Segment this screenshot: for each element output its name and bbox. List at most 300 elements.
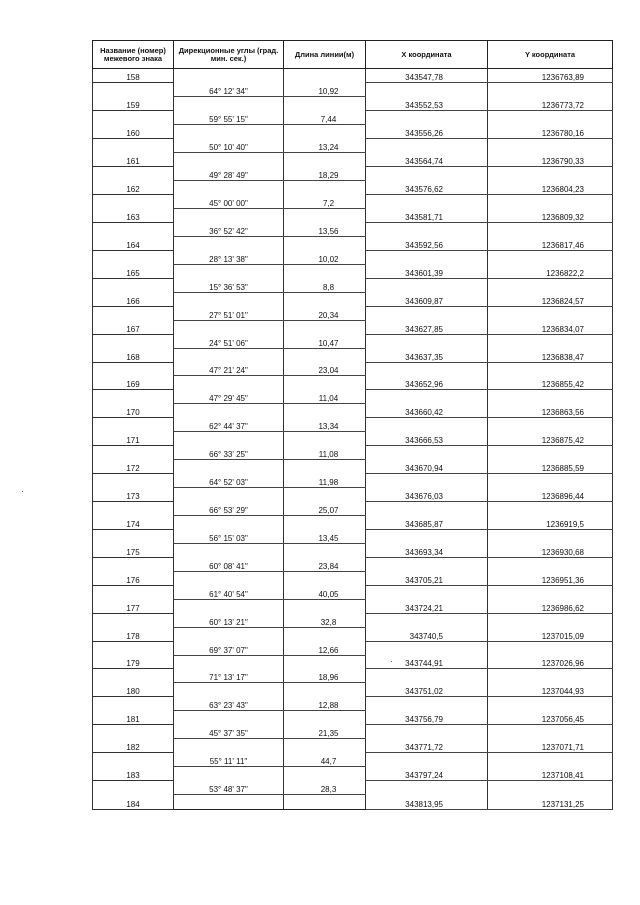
direction-cell-value: 49° 28' 49" [209, 171, 248, 181]
y-coordinate-cell [488, 362, 613, 376]
x-coordinate-cell [366, 585, 488, 599]
table-row [93, 334, 613, 348]
length-cell [284, 181, 366, 195]
length-cell-value: 10,92 [318, 87, 339, 97]
length-cell-value: 18,96 [318, 673, 339, 683]
point-name-cell [93, 264, 174, 278]
length-cell [284, 683, 366, 697]
direction-cell [174, 502, 284, 516]
direction-cell [174, 125, 284, 139]
direction-cell [174, 795, 284, 809]
x-coordinate-cell [366, 683, 488, 697]
x-coordinate-cell [366, 418, 488, 432]
header-point-name: Название (номер) межевого знака [93, 41, 174, 69]
direction-cell [174, 753, 284, 767]
point-name-cell-value: 161 [126, 157, 140, 167]
y-coordinate-cell-value: 1236919,5 [546, 519, 584, 529]
x-coordinate-cell-value: 343666,53 [405, 436, 443, 446]
x-coordinate-cell-value: 343652,96 [405, 380, 443, 390]
point-name-cell [93, 683, 174, 697]
y-coordinate-cell [488, 195, 613, 209]
point-name-cell [93, 627, 174, 641]
length-cell [284, 529, 366, 543]
y-coordinate-cell-value: 1237056,45 [541, 715, 584, 725]
table-row [93, 529, 613, 543]
direction-cell [174, 404, 284, 418]
direction-cell-value: 64° 52' 03" [209, 478, 248, 488]
direction-cell [174, 516, 284, 530]
direction-cell-value: 63° 23' 43" [209, 701, 248, 711]
direction-cell [174, 543, 284, 557]
direction-cell [174, 292, 284, 306]
table-row [93, 83, 613, 97]
y-coordinate-cell [488, 767, 613, 781]
direction-cell-value: 64° 12' 34" [209, 87, 248, 97]
table-row [93, 320, 613, 334]
x-coordinate-cell [366, 167, 488, 181]
point-name-cell [93, 795, 174, 809]
direction-cell [174, 362, 284, 376]
y-coordinate-cell [488, 97, 613, 111]
table-row [93, 460, 613, 474]
y-coordinate-cell [488, 334, 613, 348]
x-coordinate-cell-value: 343771,72 [405, 743, 443, 753]
table-row [93, 376, 613, 390]
point-name-cell [93, 474, 174, 488]
x-coordinate-cell-value: 343813,95 [405, 799, 443, 809]
x-coordinate-cell-value: 343564,74 [405, 157, 443, 167]
direction-cell [174, 376, 284, 390]
point-name-cell [93, 585, 174, 599]
x-coordinate-cell [366, 390, 488, 404]
direction-cell [174, 306, 284, 320]
direction-cell-value: 36° 52' 42" [209, 226, 248, 236]
x-coordinate-cell-value: 343547,78 [405, 73, 443, 83]
table-row [93, 613, 613, 627]
direction-cell-value: 60° 08' 41" [209, 561, 248, 571]
table-row [93, 167, 613, 181]
length-cell [284, 655, 366, 669]
table-row [93, 195, 613, 209]
point-name-cell-value: 165 [126, 268, 140, 278]
table-row [93, 418, 613, 432]
table-row [93, 557, 613, 571]
table-row [93, 362, 613, 376]
y-coordinate-cell [488, 376, 613, 390]
length-cell [284, 571, 366, 585]
y-coordinate-cell [488, 781, 613, 795]
y-coordinate-cell [488, 543, 613, 557]
y-coordinate-cell [488, 474, 613, 488]
y-coordinate-cell-value: 1236790,33 [541, 157, 584, 167]
direction-cell-value: 15° 36' 53" [209, 282, 248, 292]
table-row [93, 641, 613, 655]
direction-cell-value: 53° 48' 37" [209, 785, 248, 795]
y-coordinate-cell-value: 1236930,68 [541, 547, 584, 557]
length-cell-value: 10,02 [318, 254, 339, 264]
length-cell [284, 460, 366, 474]
x-coordinate-cell [366, 697, 488, 711]
y-coordinate-cell [488, 236, 613, 250]
table-row [93, 502, 613, 516]
point-name-cell-value: 177 [126, 603, 140, 613]
y-coordinate-cell [488, 111, 613, 125]
point-name-cell-value: 166 [126, 296, 140, 306]
table-row [93, 669, 613, 683]
direction-cell-value: 71° 13' 17" [209, 673, 248, 683]
table-row [93, 599, 613, 613]
length-cell [284, 320, 366, 334]
y-coordinate-cell [488, 432, 613, 446]
point-name-cell [93, 446, 174, 460]
x-coordinate-cell-value: 343705,21 [405, 575, 443, 585]
length-cell-value: 23,04 [318, 366, 339, 376]
point-name-cell [93, 753, 174, 767]
length-cell-value: 13,56 [318, 226, 339, 236]
x-coordinate-cell [366, 488, 488, 502]
table-row [93, 69, 613, 83]
direction-cell [174, 488, 284, 502]
direction-cell-value: 24° 51' 06" [209, 338, 248, 348]
direction-cell [174, 334, 284, 348]
length-cell [284, 432, 366, 446]
x-coordinate-cell [366, 767, 488, 781]
x-coordinate-cell [366, 753, 488, 767]
point-name-cell-value: 168 [126, 352, 140, 362]
y-coordinate-cell [488, 125, 613, 139]
y-coordinate-cell-value: 1236773,72 [541, 101, 584, 111]
length-cell [284, 641, 366, 655]
y-coordinate-cell-value: 1236809,32 [541, 212, 584, 222]
direction-cell [174, 571, 284, 585]
length-cell-value: 11,04 [318, 394, 339, 404]
length-cell-value: 20,34 [318, 310, 339, 320]
y-coordinate-cell-value: 1237026,96 [541, 659, 584, 669]
length-cell [284, 725, 366, 739]
point-name-cell-value: 163 [126, 212, 140, 222]
y-coordinate-cell [488, 697, 613, 711]
y-coordinate-cell [488, 250, 613, 264]
y-coordinate-cell-value: 1236817,46 [541, 240, 584, 250]
y-coordinate-cell [488, 83, 613, 97]
point-name-cell [93, 97, 174, 111]
point-name-cell [93, 613, 174, 627]
direction-cell [174, 348, 284, 362]
table-row [93, 739, 613, 753]
x-coordinate-cell-value: 343592,56 [405, 240, 443, 250]
y-coordinate-cell [488, 139, 613, 153]
length-cell [284, 236, 366, 250]
length-cell [284, 334, 366, 348]
length-cell-value: 40,05 [318, 589, 339, 599]
table-row [93, 125, 613, 139]
point-name-cell-value: 160 [126, 129, 140, 139]
y-coordinate-cell-value: 1237015,09 [541, 631, 584, 641]
length-cell-value: 44,7 [320, 757, 337, 767]
x-coordinate-cell [366, 236, 488, 250]
direction-cell-value: 47° 21' 24" [209, 366, 248, 376]
point-name-cell-value: 182 [126, 743, 140, 753]
direction-cell-value: 27° 51' 01" [209, 310, 248, 320]
x-coordinate-cell [366, 334, 488, 348]
table-row [93, 725, 613, 739]
direction-cell-value: 61° 40' 54" [209, 589, 248, 599]
direction-cell [174, 69, 284, 83]
length-cell [284, 781, 366, 795]
x-coordinate-cell [366, 362, 488, 376]
direction-cell [174, 781, 284, 795]
point-name-cell [93, 502, 174, 516]
y-coordinate-cell [488, 390, 613, 404]
length-cell [284, 613, 366, 627]
y-coordinate-cell [488, 683, 613, 697]
x-coordinate-cell [366, 250, 488, 264]
table-row [93, 222, 613, 236]
length-cell-value: 10,47 [318, 338, 339, 348]
x-coordinate-cell [366, 599, 488, 613]
x-coordinate-cell [366, 557, 488, 571]
y-coordinate-cell-value: 1236804,23 [541, 185, 584, 195]
table-header-row [93, 41, 613, 69]
y-coordinate-cell [488, 320, 613, 334]
direction-cell [174, 697, 284, 711]
x-coordinate-cell-value: 343670,94 [405, 464, 443, 474]
length-cell [284, 585, 366, 599]
length-cell [284, 418, 366, 432]
x-coordinate-cell-value: 343637,35 [405, 352, 443, 362]
x-coordinate-cell [366, 292, 488, 306]
length-cell [284, 753, 366, 767]
x-coordinate-cell [366, 139, 488, 153]
direction-cell-value: 62° 44' 37" [209, 422, 248, 432]
point-name-cell-value: 183 [126, 771, 140, 781]
point-name-cell [93, 418, 174, 432]
length-cell [284, 557, 366, 571]
table-row [93, 683, 613, 697]
length-cell [284, 599, 366, 613]
table-row [93, 250, 613, 264]
direction-cell-value: 28° 13' 38" [209, 254, 248, 264]
table-row [93, 516, 613, 530]
point-name-cell-value: 171 [126, 436, 140, 446]
table-body [93, 69, 613, 810]
direction-cell [174, 236, 284, 250]
length-cell-value: 7,44 [320, 115, 337, 125]
x-coordinate-cell [366, 97, 488, 111]
direction-cell [174, 418, 284, 432]
length-cell [284, 222, 366, 236]
point-name-cell [93, 181, 174, 195]
length-cell [284, 543, 366, 557]
x-coordinate-cell [366, 655, 488, 669]
point-name-cell-value: 179 [126, 659, 140, 669]
point-name-cell [93, 557, 174, 571]
length-cell [284, 362, 366, 376]
direction-cell [174, 669, 284, 683]
y-coordinate-cell-value: 1236951,36 [541, 575, 584, 585]
direction-cell [174, 599, 284, 613]
table-row [93, 781, 613, 795]
direction-cell [174, 474, 284, 488]
direction-cell [174, 320, 284, 334]
x-coordinate-cell [366, 125, 488, 139]
length-cell [284, 390, 366, 404]
direction-cell [174, 195, 284, 209]
y-coordinate-cell-value: 1237071,71 [541, 743, 584, 753]
point-name-cell-value: 170 [126, 408, 140, 418]
table-row [93, 390, 613, 404]
x-coordinate-cell-value: 343685,87 [405, 519, 443, 529]
table-row [93, 278, 613, 292]
point-name-cell [93, 767, 174, 781]
x-coordinate-cell [366, 781, 488, 795]
direction-cell [174, 209, 284, 223]
table-row [93, 711, 613, 725]
length-cell-value: 11,98 [318, 478, 339, 488]
y-coordinate-cell [488, 446, 613, 460]
x-coordinate-cell [366, 529, 488, 543]
length-cell [284, 167, 366, 181]
point-name-cell [93, 236, 174, 250]
length-cell-value: 13,34 [318, 422, 339, 432]
x-coordinate-cell-value: 343627,85 [405, 324, 443, 334]
point-name-cell [93, 195, 174, 209]
point-name-cell-value: 184 [126, 799, 140, 809]
table-row [93, 432, 613, 446]
length-cell-value: 8,8 [322, 282, 335, 292]
x-coordinate-cell-value: 343756,79 [405, 715, 443, 725]
direction-cell-value: 60° 13' 21" [209, 617, 248, 627]
direction-cell [174, 390, 284, 404]
x-coordinate-cell [366, 627, 488, 641]
table-row [93, 474, 613, 488]
table-row [93, 153, 613, 167]
x-coordinate-cell [366, 795, 488, 809]
x-coordinate-cell [366, 502, 488, 516]
x-coordinate-cell-value: 343576,62 [405, 185, 443, 195]
x-coordinate-cell-value: 343744,91 [405, 659, 443, 669]
point-name-cell [93, 69, 174, 83]
length-cell [284, 376, 366, 390]
y-coordinate-cell [488, 557, 613, 571]
length-cell [284, 711, 366, 725]
length-cell-value: 18,29 [318, 171, 339, 181]
header-line-length: Длина линии(м) [284, 41, 366, 69]
length-cell [284, 516, 366, 530]
coordinates-sheet [92, 40, 612, 824]
x-coordinate-cell [366, 222, 488, 236]
length-cell [284, 348, 366, 362]
y-coordinate-cell [488, 348, 613, 362]
direction-cell-value: 50° 10' 40" [209, 143, 248, 153]
header-direction-angle: Дирекционные углы (град. мин. сек.) [174, 41, 284, 69]
direction-cell [174, 711, 284, 725]
point-name-cell-value: 176 [126, 575, 140, 585]
direction-cell [174, 222, 284, 236]
header-y-coordinate: Y координата [488, 41, 613, 69]
x-coordinate-cell [366, 69, 488, 83]
direction-cell [174, 613, 284, 627]
y-coordinate-cell [488, 599, 613, 613]
y-coordinate-cell [488, 278, 613, 292]
length-cell [284, 83, 366, 97]
table-row [93, 97, 613, 111]
point-name-cell-value: 172 [126, 464, 140, 474]
x-coordinate-cell [366, 195, 488, 209]
y-coordinate-cell [488, 795, 613, 809]
y-coordinate-cell-value: 1236822,2 [546, 268, 584, 278]
length-cell-value: 23,84 [318, 561, 339, 571]
point-name-cell [93, 278, 174, 292]
point-name-cell-value: 180 [126, 687, 140, 697]
y-coordinate-cell [488, 306, 613, 320]
direction-cell [174, 627, 284, 641]
y-coordinate-cell [488, 404, 613, 418]
y-coordinate-cell-value: 1236885,59 [541, 464, 584, 474]
table-row [93, 767, 613, 781]
direction-cell [174, 181, 284, 195]
direction-cell [174, 683, 284, 697]
length-cell [284, 502, 366, 516]
point-name-cell [93, 376, 174, 390]
y-coordinate-cell-value: 1237044,93 [541, 687, 584, 697]
direction-cell [174, 739, 284, 753]
x-coordinate-cell-value: 343601,39 [405, 268, 443, 278]
direction-cell-value: 56° 15' 03" [209, 533, 248, 543]
point-name-cell-value: 164 [126, 240, 140, 250]
x-coordinate-cell-value: 343751,02 [405, 687, 443, 697]
y-coordinate-cell-value: 1236855,42 [541, 380, 584, 390]
length-cell [284, 125, 366, 139]
direction-cell [174, 641, 284, 655]
x-coordinate-cell [366, 543, 488, 557]
y-coordinate-cell-value: 1236986,62 [541, 603, 584, 613]
point-name-cell [93, 125, 174, 139]
y-coordinate-cell [488, 502, 613, 516]
point-name-cell [93, 209, 174, 223]
length-cell [284, 795, 366, 809]
direction-cell [174, 264, 284, 278]
y-coordinate-cell [488, 488, 613, 502]
length-cell-value: 32,8 [320, 617, 337, 627]
direction-cell [174, 655, 284, 669]
x-coordinate-cell-value: 343660,42 [405, 408, 443, 418]
y-coordinate-cell [488, 725, 613, 739]
point-name-cell-value: 162 [126, 185, 140, 195]
table-row [93, 697, 613, 711]
length-cell [284, 139, 366, 153]
point-name-cell [93, 669, 174, 683]
direction-cell [174, 167, 284, 181]
header-x-coordinate: X координата [366, 41, 488, 69]
x-coordinate-cell [366, 264, 488, 278]
direction-cell [174, 557, 284, 571]
point-name-cell [93, 111, 174, 125]
direction-cell-value: 45° 00' 00" [209, 199, 248, 209]
y-coordinate-cell [488, 753, 613, 767]
point-name-cell-value: 178 [126, 631, 140, 641]
point-name-cell [93, 222, 174, 236]
x-coordinate-cell-value: 343797,24 [405, 771, 443, 781]
y-coordinate-cell [488, 222, 613, 236]
point-name-cell [93, 641, 174, 655]
point-name-cell-value: 175 [126, 547, 140, 557]
y-coordinate-cell [488, 627, 613, 641]
x-coordinate-cell-value: 343581,71 [405, 212, 443, 222]
table-row [93, 488, 613, 502]
y-coordinate-cell-value: 1237108,41 [541, 771, 584, 781]
direction-cell-value: 47° 29' 45" [209, 394, 248, 404]
